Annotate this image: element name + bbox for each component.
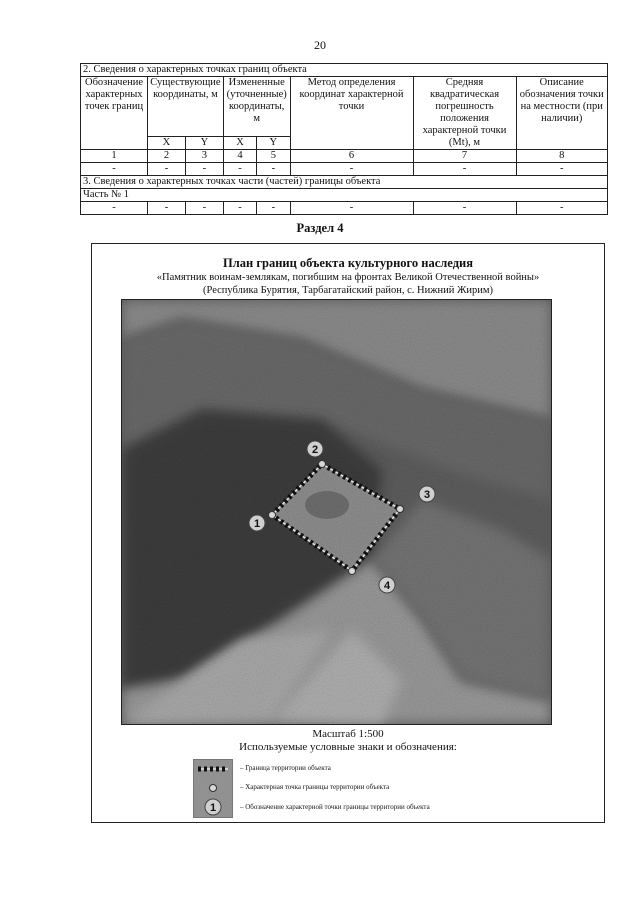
point-label: 4 xyxy=(383,580,391,592)
legend-title: Используемые условные знаки и обозначения: xyxy=(239,741,457,753)
table-section2-title: 2. Сведения о характерных точках границ объекта xyxy=(81,64,608,77)
header-changed-coords: Измененные (уточненные) координаты, м xyxy=(223,77,290,137)
table-cell: - xyxy=(413,202,516,215)
column-number: 8 xyxy=(516,150,608,163)
table-cell: - xyxy=(81,163,148,176)
header-error: Средняя квадратическая погрешность положения характерной точки (Мt), м xyxy=(413,77,516,150)
table-cell: - xyxy=(185,163,223,176)
header-x-existing: X xyxy=(148,137,186,150)
table-part-label: Часть № 1 xyxy=(81,189,608,202)
column-number: 5 xyxy=(257,150,290,163)
header-existing-coords: Существующие координаты, м xyxy=(148,77,224,137)
point-label: 3 xyxy=(423,489,431,501)
table-cell: - xyxy=(290,163,413,176)
point-label: 1 xyxy=(253,518,261,530)
legend-symbols xyxy=(193,759,233,818)
plan-title: План границ объекта культурного наследия xyxy=(223,256,473,270)
column-number: 7 xyxy=(413,150,516,163)
table-cell: - xyxy=(148,163,186,176)
header-designation: Обозначение характерных точек границ xyxy=(81,77,148,150)
table-row xyxy=(81,202,608,215)
section-title: Раздел 4 xyxy=(296,221,344,235)
legend-point-text: – Характерная точка границы территории объекта xyxy=(240,783,390,791)
table-cell: - xyxy=(516,202,608,215)
column-number: 6 xyxy=(290,150,413,163)
header-y-existing: Y xyxy=(185,137,223,150)
table-cell: - xyxy=(290,202,413,215)
column-number: 2 xyxy=(148,150,186,163)
satellite-map xyxy=(121,299,552,725)
point-symbol xyxy=(210,785,217,792)
header-x-changed: X xyxy=(223,137,256,150)
page-number: 20 xyxy=(314,38,326,52)
table-cell: - xyxy=(413,163,516,176)
table-cell: - xyxy=(516,163,608,176)
map-scale: Масштаб 1:500 xyxy=(312,728,384,740)
table-cell: - xyxy=(81,202,148,215)
header-y-changed: Y xyxy=(257,137,290,150)
table-row-numbers xyxy=(81,150,608,163)
point-label: 2 xyxy=(311,444,319,456)
column-number: 4 xyxy=(223,150,256,163)
point-label-symbol xyxy=(205,799,221,815)
boundary-points-table xyxy=(80,63,608,215)
table-section3-title: 3. Сведения о характерных точках части (частей) границы объекта xyxy=(81,176,608,189)
table-cell: - xyxy=(185,202,223,215)
plan-frame xyxy=(91,243,605,823)
table-cell: - xyxy=(223,163,256,176)
header-method: Метод определения координат характерной точки xyxy=(290,77,413,150)
svg-text:1: 1 xyxy=(209,802,217,814)
table-cell: - xyxy=(223,202,256,215)
table-cell: - xyxy=(257,202,290,215)
header-description: Описание обозначения точки на местности (при наличии) xyxy=(516,77,608,150)
plan-subtitle: «Памятник воинам-землякам, погибшим на фронтах Великой Отечественной войны» xyxy=(156,272,540,283)
plan-location: (Республика Бурятия, Тарбагатайский район, с. Нижний Жирим) xyxy=(203,285,493,296)
table-row xyxy=(81,163,608,176)
column-number: 3 xyxy=(185,150,223,163)
legend-boundary-text: – Граница территории объекта xyxy=(240,764,331,772)
legend-label-text: – Обозначение характерной точки границы территории объекта xyxy=(240,803,430,811)
column-number: 1 xyxy=(81,150,148,163)
table-cell: - xyxy=(148,202,186,215)
table-cell: - xyxy=(257,163,290,176)
